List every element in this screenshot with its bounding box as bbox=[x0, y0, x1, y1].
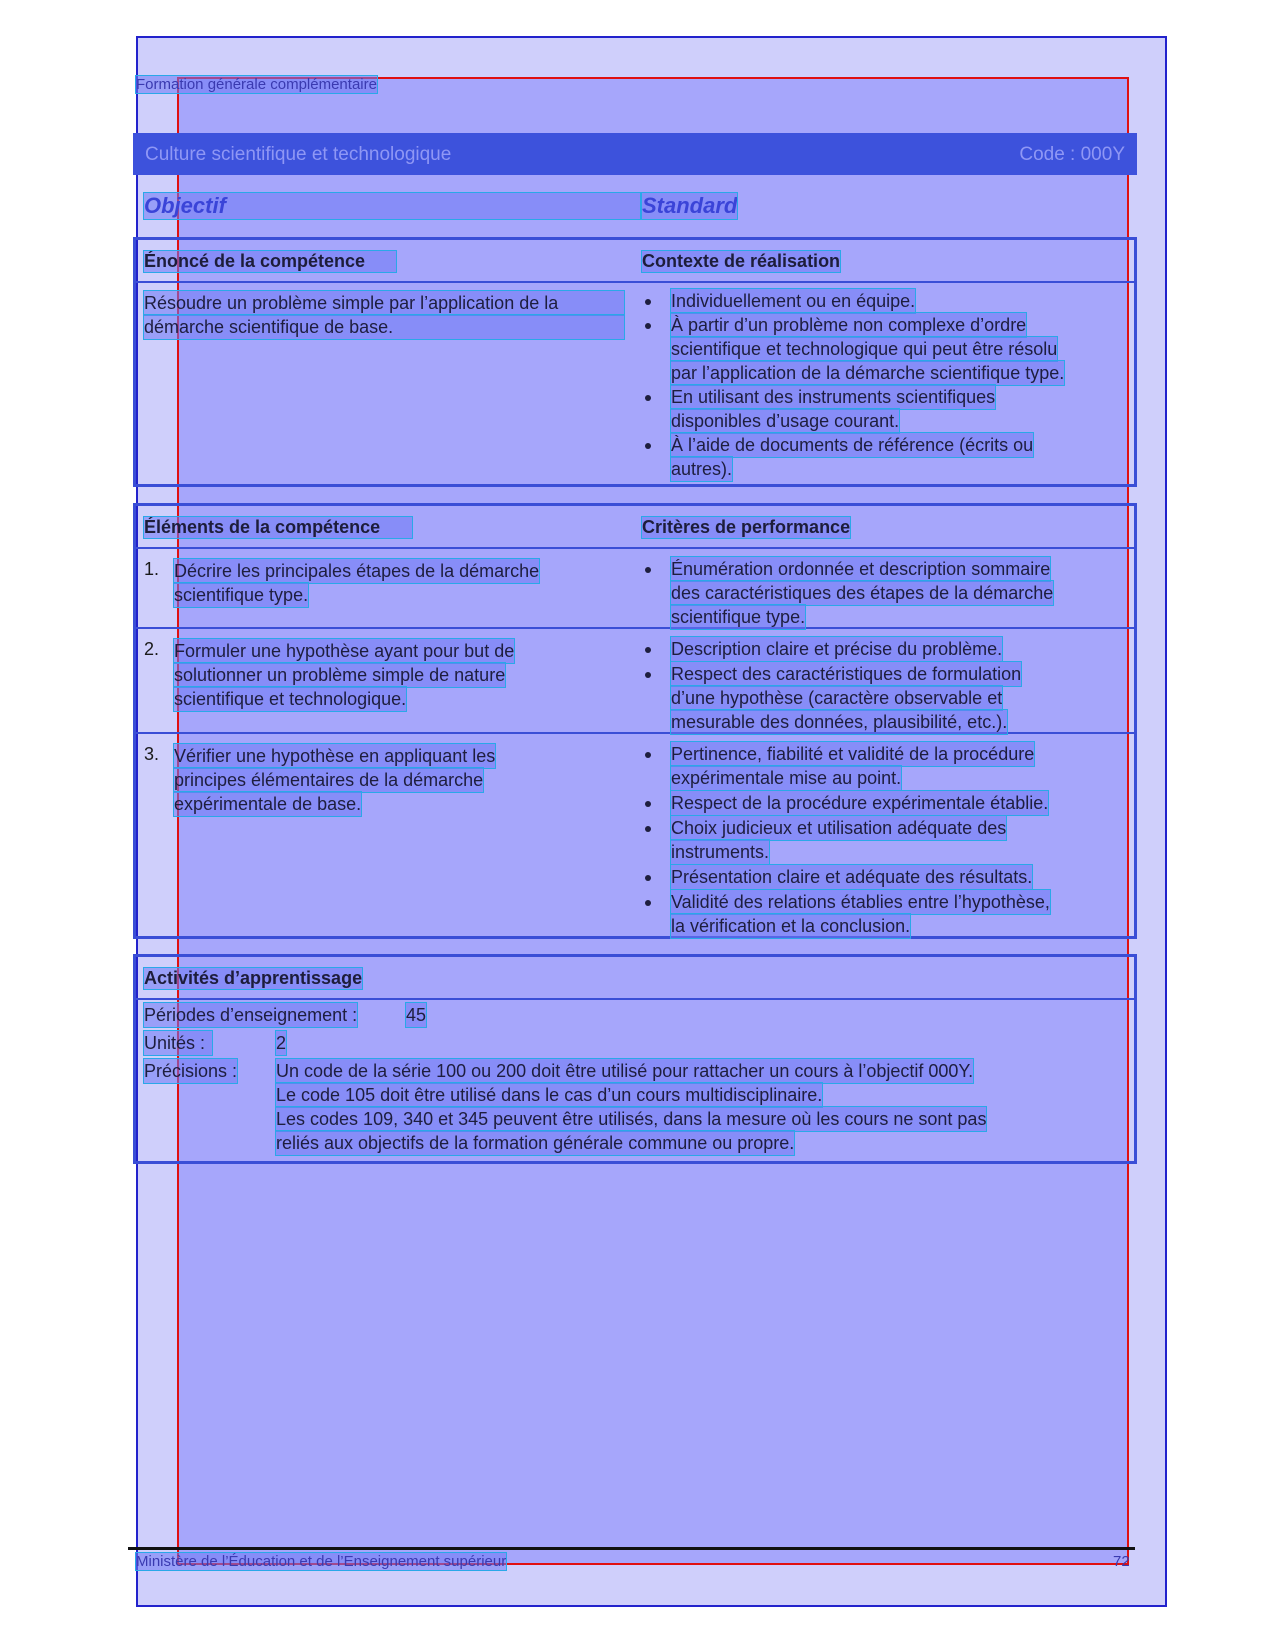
context-line: par l’application de la démarche scientifique type. bbox=[671, 363, 1065, 383]
element-line: scientifique type. bbox=[174, 585, 309, 605]
element-number: 2. bbox=[144, 639, 160, 659]
bullet-icon bbox=[645, 395, 651, 401]
periods-label: Périodes d’enseignement : bbox=[144, 1005, 358, 1025]
criteria-header: Critères de performance bbox=[642, 517, 851, 537]
units-label: Unités : bbox=[144, 1031, 212, 1055]
bullet-icon bbox=[645, 323, 651, 329]
bullet-icon bbox=[645, 900, 651, 906]
footer-ministry: Ministère de l’Éducation et de l’Enseignement supérieur bbox=[136, 1553, 507, 1570]
criterion-line: scientifique type. bbox=[671, 607, 806, 627]
bullet-icon bbox=[645, 567, 651, 573]
criterion-line: Respect de la procédure expérimentale établie. bbox=[671, 793, 1049, 813]
criterion-line: mesurable des données, plausibilité, etc.). bbox=[671, 712, 1008, 732]
bullet-icon bbox=[645, 299, 651, 305]
element-line: solutionner un problème simple de nature bbox=[174, 665, 506, 685]
context-line: scientifique et technologique qui peut être résolu bbox=[671, 339, 1058, 359]
criterion-line: Énumération ordonnée et description sommaire bbox=[671, 559, 1051, 579]
bullet-icon bbox=[645, 672, 651, 678]
bullet-icon bbox=[645, 443, 651, 449]
periods-value: 45 bbox=[406, 1005, 427, 1025]
bullet-icon bbox=[645, 826, 651, 832]
precision-line: Les codes 109, 340 et 345 peuvent être utilisés, dans la mesure où les cours ne sont pas bbox=[276, 1109, 987, 1129]
context-line: Individuellement ou en équipe. bbox=[671, 291, 916, 311]
divider bbox=[133, 627, 1137, 629]
context-line: À l’aide de documents de référence (écrits ou bbox=[671, 435, 1034, 455]
element-line: Vérifier une hypothèse en appliquant les bbox=[174, 746, 496, 766]
context-line: En utilisant des instruments scientifiques bbox=[671, 387, 996, 407]
precision-line: reliés aux objectifs de la formation générale commune ou propre. bbox=[276, 1133, 795, 1153]
element-line: scientifique et technologique. bbox=[174, 689, 407, 709]
elements-header: Éléments de la compétence bbox=[144, 517, 412, 538]
criterion-line: Choix judicieux et utilisation adéquate des bbox=[671, 818, 1007, 838]
bullet-icon bbox=[645, 875, 651, 881]
divider bbox=[133, 998, 1137, 1000]
course-title: Culture scientifique et technologique bbox=[145, 144, 452, 165]
bullet-icon bbox=[645, 801, 651, 807]
criterion-line: Validité des relations établies entre l’hypothèse, bbox=[671, 892, 1050, 912]
bullet-icon bbox=[645, 647, 651, 653]
criterion-line: d’une hypothèse (caractère observable et bbox=[671, 688, 1003, 708]
element-line: Décrire les principales étapes de la démarche bbox=[174, 561, 540, 581]
footer-rule bbox=[128, 1547, 1135, 1550]
units-value: 2 bbox=[276, 1033, 287, 1053]
element-number: 3. bbox=[144, 744, 160, 764]
criterion-line: expérimentale mise au point. bbox=[671, 768, 902, 788]
criterion-line: Description claire et précise du problème. bbox=[671, 639, 1003, 659]
course-code: Code : 000Y bbox=[1019, 144, 1125, 165]
criterion-line: Respect des caractéristiques de formulation bbox=[671, 664, 1022, 684]
element-line: principes élémentaires de la démarche bbox=[174, 770, 484, 790]
bullet-icon bbox=[645, 752, 651, 758]
standard-heading: Standard bbox=[642, 193, 738, 218]
statement-line: Résoudre un problème simple par l’application de la bbox=[144, 291, 624, 315]
statement-header: Énoncé de la compétence bbox=[144, 251, 396, 272]
precision-line: Un code de la série 100 ou 200 doit être utilisé pour rattacher un cours à l’objectif 000Y. bbox=[276, 1061, 974, 1081]
criterion-line: la vérification et la conclusion. bbox=[671, 916, 911, 936]
criterion-line: Pertinence, fiabilité et validité de la procédure bbox=[671, 744, 1035, 764]
precision-line: Le code 105 doit être utilisé dans le cas d’un cours multidisciplinaire. bbox=[276, 1085, 823, 1105]
context-header: Contexte de réalisation bbox=[642, 251, 841, 271]
page-number: 72 bbox=[1113, 1553, 1130, 1570]
divider bbox=[133, 281, 1137, 283]
context-line: disponibles d’usage courant. bbox=[671, 411, 900, 431]
context-line: autres). bbox=[671, 459, 733, 479]
title-bar bbox=[133, 133, 1137, 175]
criterion-line: instruments. bbox=[671, 842, 770, 862]
activities-header: Activités d’apprentissage bbox=[144, 968, 363, 988]
element-line: Formuler une hypothèse ayant pour but de bbox=[174, 641, 515, 661]
precisions-label: Précisions : bbox=[144, 1061, 238, 1081]
divider bbox=[133, 547, 1137, 549]
criterion-line: des caractéristiques des étapes de la démarche bbox=[671, 583, 1054, 603]
element-line: expérimentale de base. bbox=[174, 794, 362, 814]
criterion-line: Présentation claire et adéquate des résultats. bbox=[671, 867, 1033, 887]
running-header: Formation générale complémentaire bbox=[136, 76, 377, 93]
element-number: 1. bbox=[144, 559, 160, 579]
context-line: À partir d’un problème non complexe d’ordre bbox=[671, 315, 1027, 335]
objective-heading: Objectif bbox=[144, 193, 640, 219]
statement-line: démarche scientifique de base. bbox=[144, 315, 624, 339]
